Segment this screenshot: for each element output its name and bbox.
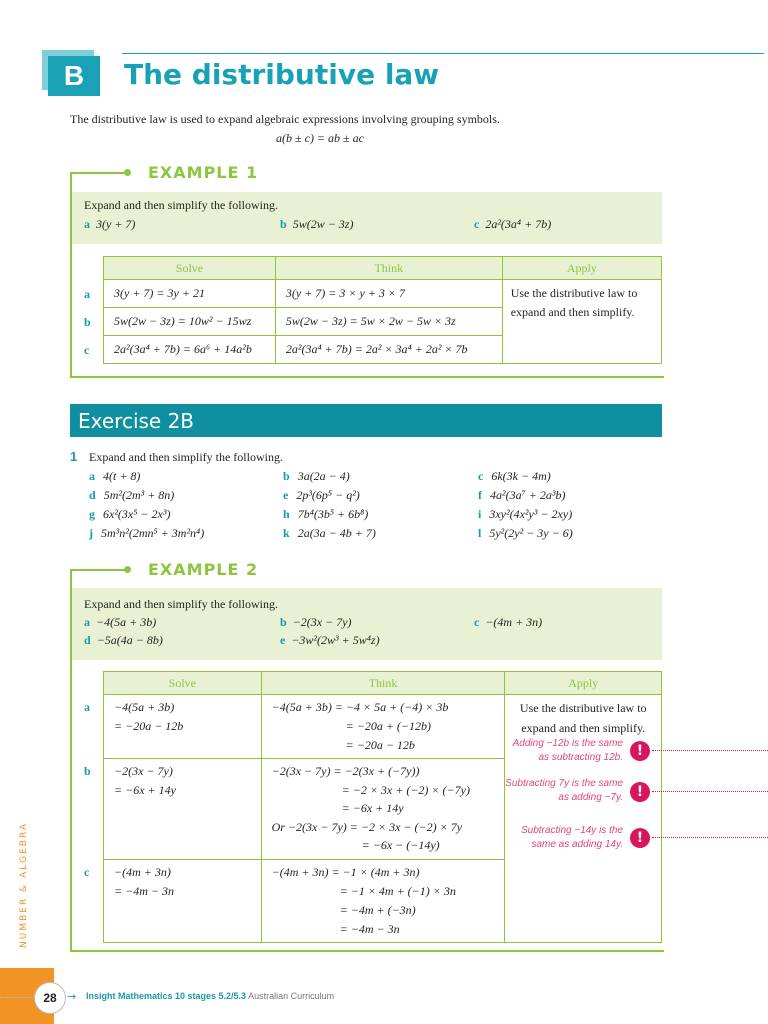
example1-label: EXAMPLE 1	[148, 163, 259, 182]
exercise-item-k: k 2a(3a − 4b + 7)	[283, 526, 376, 540]
solve-cell: −(4m + 3n) = −4m − 3n	[104, 860, 262, 943]
example1-question-panel	[72, 192, 662, 244]
question-expr: 2a²(3a⁴ + 7b)	[485, 217, 552, 231]
page-number: 28	[34, 982, 66, 1014]
alert-icon: !	[630, 741, 650, 761]
exercise-item-e: e 2p³(6p⁵ − q²)	[283, 488, 360, 502]
note-2: Subtracting 7y is the same as adding −7y.	[505, 778, 623, 803]
exercise-instruction: Expand and then simplify the following.	[89, 450, 283, 464]
exercise-item-i: i 3xy²(4x²y³ − 2xy)	[478, 507, 573, 521]
alert-icon: !	[630, 828, 650, 848]
apply-cell: Use the distributive law to expand and then simplify.	[505, 695, 662, 943]
note-3-leader	[652, 837, 768, 838]
exercise-item-c: c 6k(3k − 4m)	[478, 469, 551, 483]
exercise-item-a: a 4(t + 8)	[89, 469, 141, 483]
note-1-leader	[652, 750, 768, 751]
question-letter: a	[84, 217, 90, 231]
example1-solution-table	[103, 256, 662, 364]
exercise-item-d: d 5m²(2m³ + 8n)	[89, 488, 175, 502]
example2-label: EXAMPLE 2	[148, 560, 259, 579]
apply-header: Apply	[505, 672, 662, 695]
section-letter: B	[63, 60, 85, 91]
section-title: The distributive law	[124, 58, 440, 91]
question-letter: c	[474, 217, 480, 231]
exercise-item-j: j 5m³n²(2mn⁵ + 3m²n⁴)	[89, 526, 205, 540]
example2-question-b: b −2(3x − 7y)	[280, 615, 352, 629]
solve-header: Solve	[104, 672, 262, 695]
curriculum-label: Australian Curriculum	[248, 991, 335, 1001]
distributive-law-formula: a(b ± c) = ab ± ac	[276, 131, 364, 145]
solve-cell: 3(y + 7) = 3y + 21	[104, 280, 276, 308]
example2-question-a: a −4(5a + 3b)	[84, 615, 157, 629]
think-cell: −2(3x − 7y) = −2(3x + (−7y)) = −2 × 3x + (−2) × (−7y) = −6x + 14y Or −2(3x − 7y) = −2 × 3x − (−2) × 7y = −6x − (−14y)	[261, 759, 505, 860]
example2-solution-table	[103, 671, 662, 943]
arrow-right-icon: →	[67, 990, 77, 1003]
solve-header: Solve	[104, 257, 276, 280]
footer-dotted-rule	[0, 997, 34, 998]
example1-question-a	[84, 217, 135, 232]
solve-cell: −4(5a + 3b) = −20a − 12b	[104, 695, 262, 759]
solve-cell: 2a²(3a⁴ + 7b) = 6a⁶ + 14a²b	[104, 336, 276, 364]
apply-header: Apply	[502, 257, 661, 280]
example2-row-letter-b: b	[84, 764, 91, 778]
exercise-question-number: 1	[70, 449, 78, 464]
think-cell: −(4m + 3n) = −1 × (4m + 3n) = −1 × 4m + (−1) × 3n = −4m + (−3n) = −4m − 3n	[261, 860, 505, 943]
question-expr: 3(y + 7)	[96, 217, 136, 231]
alert-icon: !	[630, 782, 650, 802]
intro-text: The distributive law is used to expand algebraic expressions involving grouping symbols.	[70, 112, 500, 126]
apply-cell: Use the distributive law to expand and then simplify.	[502, 280, 661, 364]
example2-question-c: c −(4m + 3n)	[474, 615, 543, 629]
example1-question-c	[474, 217, 551, 232]
exercise-item-h: h 7b⁴(3b⁵ + 6b⁸)	[283, 507, 369, 521]
exercise-item-g: g 6x²(3x⁵ − 2x³)	[89, 507, 171, 521]
example1-dot	[124, 169, 131, 176]
example2-topline	[70, 569, 126, 571]
question-expr: 5w(2w − 3z)	[292, 217, 354, 231]
exercise-item-f: f 4a²(3a⁷ + 2a³b)	[478, 488, 566, 502]
example2-question-e: e −3w²(2w³ + 5w⁴z)	[280, 633, 380, 647]
note-3: Subtracting −14y is the same as adding 14y.	[520, 825, 623, 850]
note-1: Adding −12b is the same as subtracting 12b.	[512, 738, 623, 763]
think-cell: 2a²(3a⁴ + 7b) = 2a² × 3a⁴ + 2a² × 7b	[275, 336, 502, 364]
question-letter: b	[280, 217, 287, 231]
think-header: Think	[275, 257, 502, 280]
think-header: Think	[261, 672, 505, 695]
example1-row-letter-c: c	[84, 343, 90, 357]
example2-dot	[124, 566, 131, 573]
think-cell: 3(y + 7) = 3 × y + 3 × 7	[275, 280, 502, 308]
note-2-leader	[652, 791, 768, 792]
exercise-title: Exercise 2B	[78, 408, 195, 433]
example1-row-letter-a: a	[84, 287, 90, 301]
example2-row-letter-c: c	[84, 865, 90, 879]
exercise-title-bar	[70, 404, 662, 437]
exercise-item-l: l 5y²(2y² − 3y − 6)	[478, 526, 573, 540]
example1-topline	[70, 172, 126, 174]
section-rule	[122, 53, 764, 54]
example1-row-letter-b: b	[84, 315, 91, 329]
example2-question-d: d −5a(4a − 8b)	[84, 633, 163, 647]
book-title: Insight Mathematics 10 stages 5.2/5.3	[86, 991, 247, 1001]
example2-question-panel	[72, 588, 662, 660]
section-letter-badge	[48, 56, 100, 96]
strand-side-label: NUMBER & ALGEBRA	[19, 822, 29, 948]
solve-cell: 5w(2w − 3z) = 10w² − 15wz	[104, 308, 276, 336]
footer-book-info	[86, 991, 334, 1001]
think-cell: 5w(2w − 3z) = 5w × 2w − 5w × 3z	[275, 308, 502, 336]
example1-instruction: Expand and then simplify the following.	[84, 198, 278, 212]
exercise-item-b: b 3a(2a − 4)	[283, 469, 350, 483]
example2-row-letter-a: a	[84, 700, 90, 714]
think-cell: −4(5a + 3b) = −4 × 5a + (−4) × 3b = −20a + (−12b) = −20a − 12b	[261, 695, 505, 759]
example1-question-b	[280, 217, 353, 232]
solve-cell: −2(3x − 7y) = −6x + 14y	[104, 759, 262, 860]
example2-instruction: Expand and then simplify the following.	[84, 597, 278, 611]
